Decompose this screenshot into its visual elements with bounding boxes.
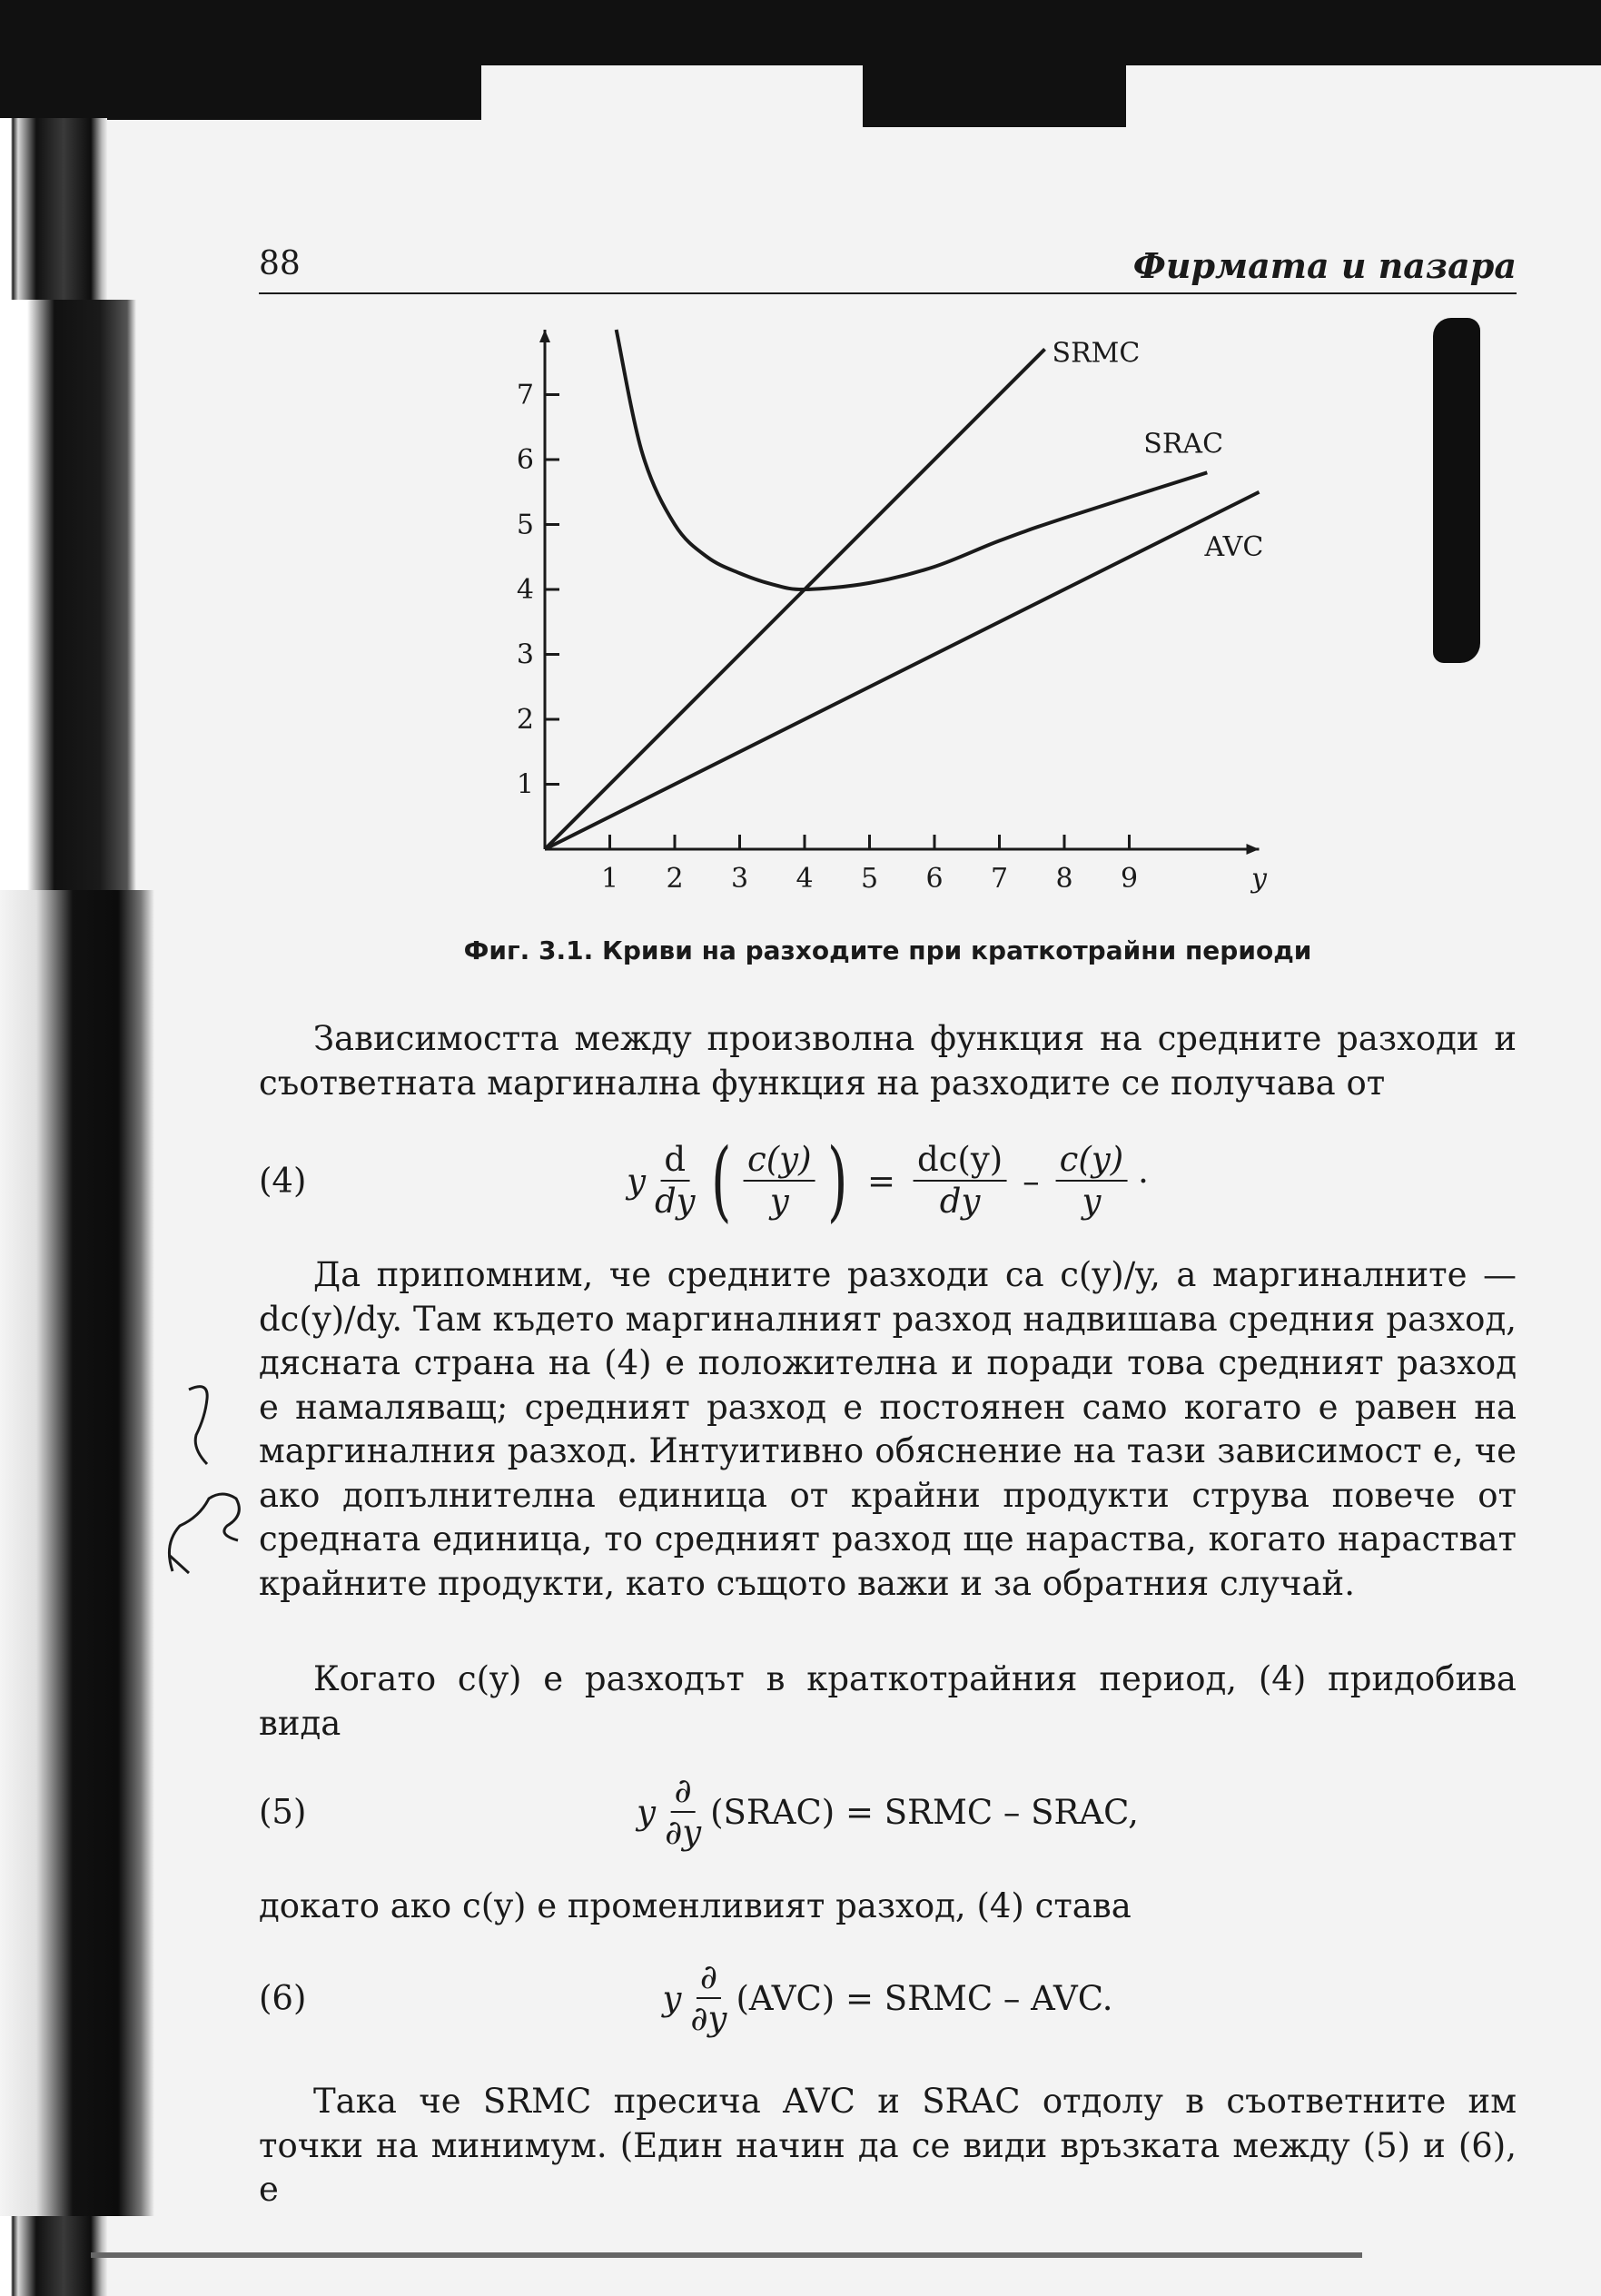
frac-den: dy <box>939 1182 981 1221</box>
x-tick-label: 1 <box>600 863 619 895</box>
equation-number: (6) <box>259 1978 307 2018</box>
running-title: Фирмата и пазара <box>1132 245 1517 286</box>
x-tick-label: 4 <box>796 863 814 895</box>
x-tick-label: 3 <box>730 863 749 895</box>
frac-num: dc(y) <box>914 1140 1006 1182</box>
equals-sign: = <box>866 1161 895 1201</box>
y-tick-label: 1 <box>516 768 534 801</box>
marginal-cost-fraction <box>914 1140 1006 1222</box>
y-tick-label: 7 <box>516 379 534 411</box>
frac-den: y <box>1082 1182 1102 1221</box>
period-dot: · <box>1138 1161 1149 1201</box>
series-srmc <box>545 349 1045 849</box>
x-tick-label: 5 <box>860 863 879 895</box>
average-cost-fraction <box>744 1140 815 1222</box>
derivative-fraction <box>651 1140 699 1222</box>
equation-number: (5) <box>259 1792 307 1832</box>
equation-body <box>627 1126 1149 1235</box>
paren-close: ) <box>827 1130 848 1232</box>
y-tick-label: 3 <box>516 638 534 671</box>
y-tick-label: 2 <box>516 704 534 736</box>
x-tick-label: 2 <box>666 863 684 895</box>
x-tick-label: 8 <box>1055 863 1073 895</box>
frac-num: c(y) <box>744 1140 815 1182</box>
eq-var-y: y <box>637 1792 657 1832</box>
x-tick-label: 6 <box>925 863 944 895</box>
equation-4 <box>259 1126 1517 1235</box>
running-head <box>259 245 1517 294</box>
paragraph-2: Да припомним, че средните разходи са c(y)/y, а маргиналните — dc(y)/dy. Там където маргиналният разход надвишава средния разход, дясната страна на (4) е положителна и поради това средният разход е намаляващ; средният разход е постоянен само когато е равен на маргиналния разход. Интуитивно обяснение на тази зависимост е, че ако допълнителна единица от крайни продукти струва повече от средната единица, то средният разход ще нараства, когато нарастват крайните продукти, като същото важи и за обратния случай. <box>259 1255 1517 1603</box>
frac-num: ∂ <box>697 1957 721 1999</box>
x-tick-label: 7 <box>990 863 1009 895</box>
frac-num: d <box>660 1140 689 1182</box>
series-label-srmc: SRMC <box>1052 337 1141 370</box>
y-tick-label: 4 <box>516 574 534 606</box>
x-axis-arrow <box>1247 844 1260 855</box>
eq-var-y: y <box>662 1978 682 2018</box>
equation-rhs: (AVC) = SRMC – AVC. <box>736 1978 1113 2018</box>
frac-den: ∂y <box>665 1813 702 1852</box>
frac-den: ∂y <box>690 1999 727 2038</box>
paragraph-4: докато ако c(y) е променливият разход, (4) става <box>259 1886 1132 1925</box>
cost-curves-figure <box>390 327 1299 908</box>
average-cost-fraction-2 <box>1056 1140 1128 1222</box>
equation-rhs: (SRAC) = SRMC – SRAC, <box>710 1792 1139 1832</box>
equation-body <box>637 1757 1139 1866</box>
cost-curves-chart <box>390 327 1299 908</box>
eq-var-y: y <box>627 1161 646 1201</box>
minus-sign: – <box>1023 1161 1040 1201</box>
frac-den: dy <box>654 1182 696 1221</box>
frac-num: c(y) <box>1056 1140 1128 1182</box>
paragraph-3: Когато c(y) е разходът в краткотрайния период, (4) придобива вида <box>259 1659 1517 1743</box>
y-axis-arrow <box>539 330 550 342</box>
equation-6 <box>259 1944 1517 2053</box>
paren-open: ( <box>711 1130 732 1232</box>
equation-body <box>662 1944 1112 2053</box>
series-avc <box>545 492 1260 849</box>
x-tick-label: 9 <box>1120 863 1139 895</box>
frac-num: ∂ <box>671 1771 696 1813</box>
y-tick-label: 6 <box>516 444 534 476</box>
handwritten-margin-note <box>136 1362 263 1598</box>
page-number: 88 <box>259 245 301 282</box>
series-label-srac: SRAC <box>1143 428 1224 460</box>
equation-number: (4) <box>259 1161 307 1201</box>
figure-caption: Фиг. 3.1. Криви на разходите при краткотрайни периоди <box>463 935 1312 965</box>
equation-5 <box>259 1757 1517 1866</box>
x-axis-label: y <box>1251 863 1267 895</box>
paragraph-5: Така че SRMC пресича AVC и SRAC отдолу в съответните им точки на минимум. (Един начин да се види връзката между (5) и (6), е <box>259 2082 1517 2209</box>
partial-derivative-fraction <box>661 1771 705 1853</box>
series-label-avc: AVC <box>1204 530 1264 563</box>
partial-derivative-fraction <box>687 1957 730 2039</box>
frac-den: y <box>769 1182 789 1221</box>
paragraph-1: Зависимостта между произволна функция на средните разходи и съответната маргинална функция на разходите се получава от <box>259 1019 1517 1103</box>
y-tick-label: 5 <box>516 509 534 541</box>
